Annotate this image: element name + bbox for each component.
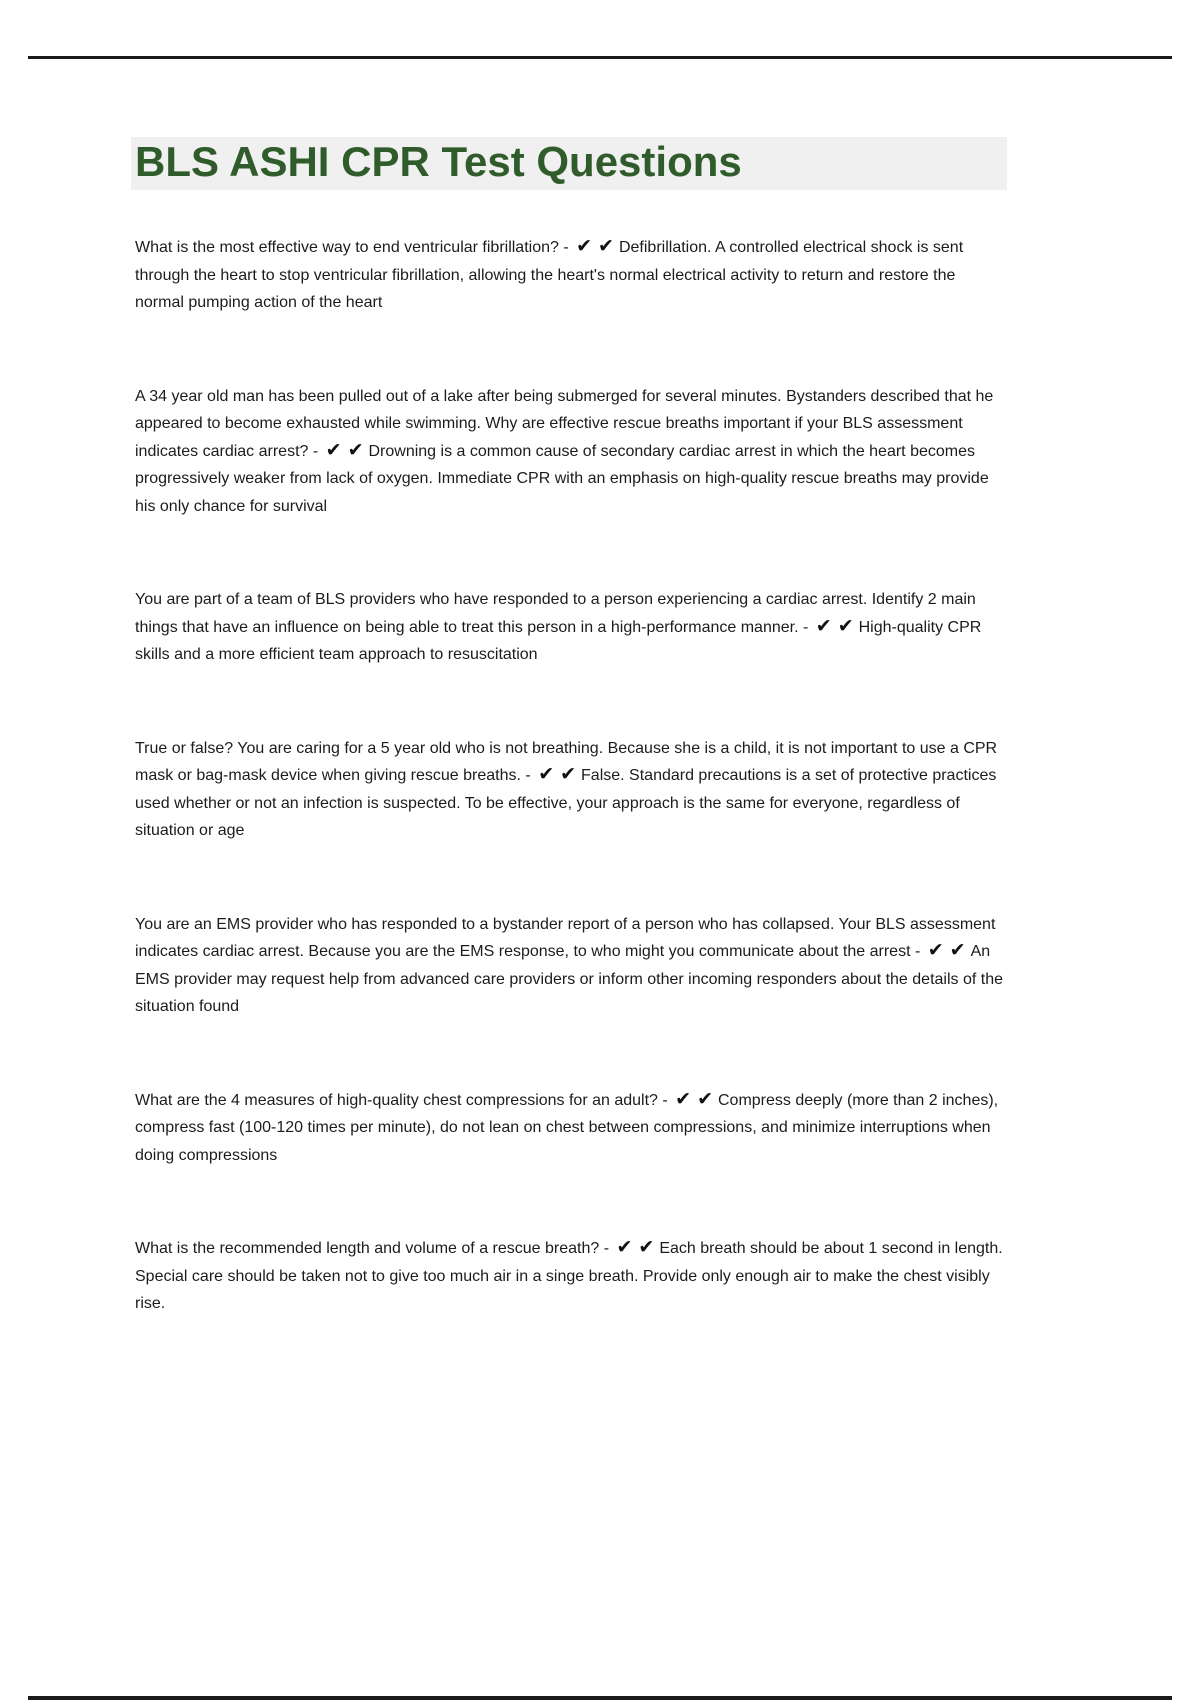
answer-text: Drowning is a common cause of secondary cardiac arrest in which the heart becomes progressively weaker from lack of oxygen. Immediate CPR with an emphasis on high-quality rescue breaths may provide his only chance for survival [135, 442, 989, 515]
separator-dash: - [910, 943, 925, 961]
separator-dash: - [798, 618, 813, 636]
question-text: What is the recommended length and volume of a rescue breath? [135, 1240, 600, 1258]
separator-dash: - [599, 1240, 614, 1258]
separator-dash: - [657, 1091, 673, 1109]
question-text: True or false? You are caring for a 5 year old who is not breathing. Because she is a child, it is not important to use a CPR mask or bag-mask device when giving rescue breaths. [135, 739, 998, 785]
question-text: You are an EMS provider who has responded to a bystander report of a person who has collapsed. Your BLS assessment indicates cardiac arrest. Because you are the EMS response, to who might you communicate about the arrest [135, 915, 996, 961]
checkmark-icon: ✔ [560, 764, 577, 786]
separator-dash: - [520, 767, 536, 785]
answer-text: High-quality CPR skills and a more efficient team approach to resuscitation [135, 618, 982, 664]
question-text: What are the 4 measures of high-quality chest compressions for an adult? [135, 1091, 658, 1109]
qa-item [135, 383, 1003, 521]
checkmark-icon: ✔ [616, 1237, 633, 1259]
checkmark-icon: ✔ [697, 1088, 713, 1110]
checkmark-icon: ✔ [675, 1088, 692, 1110]
checkmark-icon: ✔ [815, 615, 832, 637]
qa-list [135, 234, 1003, 1318]
qa-item [135, 911, 1003, 1021]
separator-dash: - [308, 442, 323, 460]
checkmark-icon: ✔ [325, 439, 342, 461]
question-text: A 34 year old man has been pulled out of a lake after being submerged for several minutes. Bystanders described that he appeared to become exhausted while swimming. Why are effective rescue breaths important if your BLS assessment indicates cardiac arrest? [135, 387, 994, 460]
checkmark-icon: ✔ [638, 1237, 655, 1259]
checkmark-icon: ✔ [598, 236, 614, 258]
bottom-rule [28, 1696, 1172, 1700]
answer-text: An EMS provider may request help from advanced care providers or inform other incoming responders about the details of the situation found [135, 943, 1003, 1016]
document-content [135, 137, 1003, 1384]
separator-dash: - [558, 239, 574, 257]
question-text: You are part of a team of BLS providers who have responded to a person experiencing a cardiac arrest. Identify 2 main things that have an influence on being able to treat this person in a high-performance manner. [135, 591, 976, 636]
checkmark-icon: ✔ [927, 940, 944, 962]
checkmark-icon: ✔ [949, 940, 966, 962]
answer-text: Compress deeply (more than 2 inches), compress fast (100-120 times per minute), do not lean on chest between compressions, and minimize interruptions when doing compressions [135, 1091, 999, 1164]
question-text: What is the most effective way to end ventricular fibrillation? [135, 239, 559, 257]
checkmark-icon: ✔ [837, 615, 854, 637]
qa-item [135, 735, 1003, 845]
checkmark-icon: ✔ [347, 439, 364, 461]
checkmark-icon: ✔ [538, 764, 555, 786]
checkmark-icon: ✔ [576, 236, 593, 258]
title-highlight-bar [131, 137, 1007, 190]
answer-text: Each breath should be about 1 second in length. Special care should be taken not to give too much air in a singe breath. Provide only enough air to make the chest visibly rise. [135, 1240, 1003, 1313]
top-rule [28, 56, 1172, 59]
page-title: BLS ASHI CPR Test Questions [135, 138, 742, 185]
answer-text: Defibrillation. A controlled electrical shock is sent through the heart to stop ventricular fibrillation, allowing the heart's normal electrical activity to return and restore the normal pumping action of the heart [135, 239, 964, 312]
qa-item [135, 234, 1003, 317]
qa-item [135, 1087, 1003, 1170]
qa-item [135, 586, 1003, 669]
qa-item [135, 1235, 1003, 1318]
answer-text: False. Standard precautions is a set of protective practices used whether or not an infection is suspected. To be effective, your approach is the same for everyone, regardless of situation or age [135, 767, 997, 840]
